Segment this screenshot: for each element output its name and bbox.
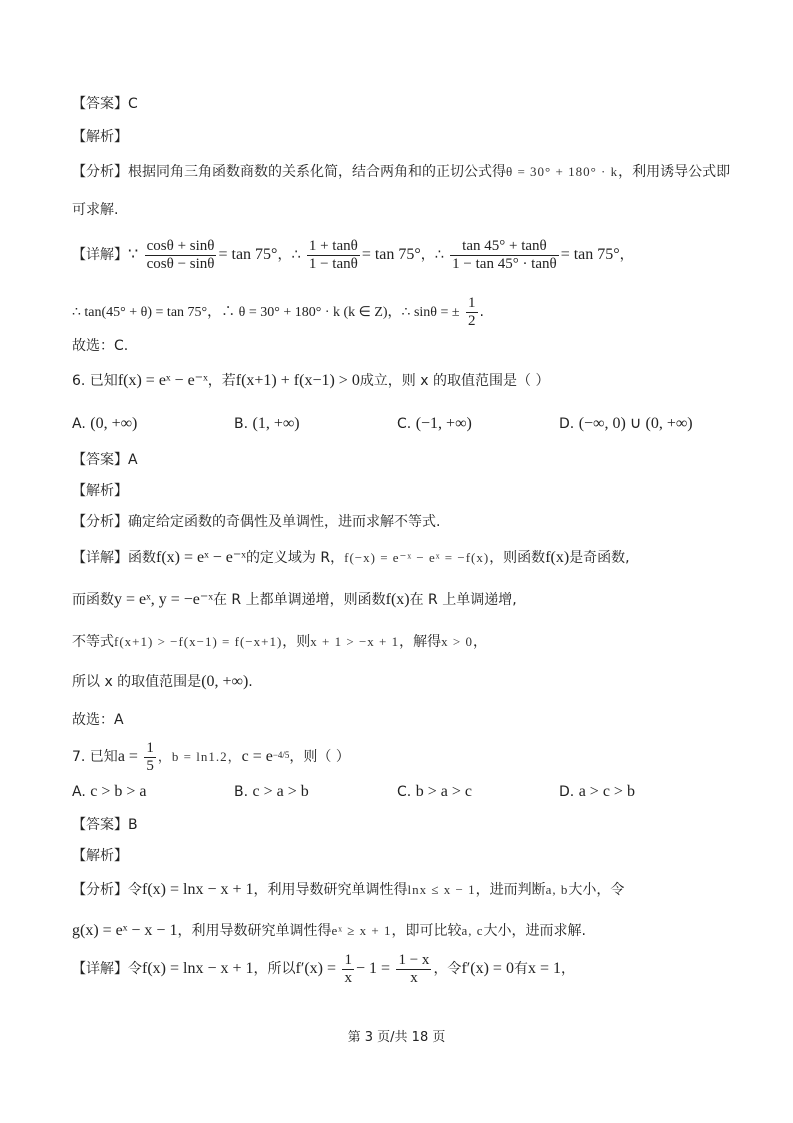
q7-option-a xyxy=(72,782,146,802)
q6-choose: 故选：A xyxy=(72,712,124,728)
fraction-numerator: 1 xyxy=(344,951,352,968)
therefore-2: ，∴ xyxy=(420,247,444,263)
q7-fenxi-f: f(x) = lnx − x + 1 xyxy=(142,881,254,898)
q6-ineq-1: 不等式 xyxy=(72,634,114,650)
option-label: D. xyxy=(559,416,575,432)
q5-analysis-head: 【解析】 xyxy=(72,129,128,145)
q7-fenxi-1: 【分析】令 xyxy=(72,882,142,898)
fraction-cos-sin xyxy=(145,238,217,273)
fraction-one-over-x xyxy=(342,952,354,987)
q7-g-3: 大小，进而求解. xyxy=(483,923,586,939)
q5-period: . xyxy=(479,304,484,320)
q6-ineq-formula3: x > 0 xyxy=(441,634,473,649)
fraction-denominator: 2 xyxy=(468,312,476,329)
fraction-numerator: 1 xyxy=(146,739,154,756)
q6-option-a xyxy=(72,414,137,434)
option-label: A. xyxy=(72,416,86,432)
q6-ineq-formula2: x + 1 > −x + 1 xyxy=(310,634,400,649)
q7-fenxi-line1 xyxy=(72,880,624,900)
q7-option-d xyxy=(559,782,635,802)
q6-fenxi: 【分析】确定给定函数的奇偶性及单调性，进而求解不等式. xyxy=(72,514,441,530)
q7-detail-fp: f′(x) = xyxy=(295,960,337,977)
q7-stem-2: ，则（ ） xyxy=(289,749,350,765)
because-symbol: ∵ xyxy=(128,246,139,263)
q5-fenxi-text-2: ，利用诱导公式即 xyxy=(618,164,731,180)
fraction-denominator: x xyxy=(344,969,352,986)
q6-detail-4: 是奇函数, xyxy=(569,550,630,566)
fraction-numerator: tan 45° + tanθ xyxy=(450,238,559,256)
q7-c-def: c = e xyxy=(241,748,273,765)
option-value: c > b > a xyxy=(90,783,147,800)
q7-fenxi-4: 大小，令 xyxy=(568,882,625,898)
q6-detail-1: 【详解】函数 xyxy=(72,550,156,566)
q7-option-c xyxy=(397,782,472,802)
option-label: A. xyxy=(72,784,86,800)
q6-mono-fx: f(x) xyxy=(385,591,410,608)
q7-g-1: ，利用导数研究单调性得 xyxy=(177,923,332,939)
q7-c-exp: −4/5 xyxy=(272,750,290,760)
q7-g-2: ，即可比较 xyxy=(391,923,462,939)
q6-detail-f: f(x) = eˣ − e⁻ˣ xyxy=(156,549,246,566)
q6-stem xyxy=(72,371,549,391)
fraction-one-fifth xyxy=(144,740,156,775)
q5-fenxi-text-1: 【分析】根据同角三角函数商数的关系化简，结合两角和的正切公式得 xyxy=(72,164,506,180)
option-value: b > a > c xyxy=(415,783,472,800)
option-label: C. xyxy=(397,416,412,432)
q7-g-ac: a, c xyxy=(461,923,484,938)
q6-mono-2: 在 R 上都单调递增，则函数 xyxy=(212,592,386,608)
q6-mono-1: 而函数 xyxy=(72,592,114,608)
q6-range-val: (0, +∞) xyxy=(201,673,249,690)
fraction-numerator: cosθ + sinθ xyxy=(146,237,215,254)
q7-minus1: − 1 = xyxy=(355,960,391,977)
option-value: (1, +∞) xyxy=(252,415,300,432)
q6-stem-3: 成立，则 x 的取值范围是（ ） xyxy=(359,373,550,389)
fraction-denominator: 1 − tan 45° · tanθ xyxy=(452,255,557,272)
q6-option-c xyxy=(397,414,472,434)
q7-detail-line1 xyxy=(72,950,575,988)
q7-detail-x1: x = 1 xyxy=(527,960,561,977)
q5-fenxi-formula: θ = 30° + 180° · k xyxy=(506,164,619,179)
q6-detail-fx: f(x) xyxy=(545,549,570,566)
fraction-tan-sum xyxy=(450,238,559,273)
q7-fenxi-3: ，进而判断 xyxy=(475,882,546,898)
q6-option-b xyxy=(234,414,300,434)
option-label: B. xyxy=(234,784,249,800)
q6-detail-2: 的定义域为 R， xyxy=(245,550,345,566)
eq-tan75: = tan 75° xyxy=(218,246,278,263)
q6-range-1: 所以 x 的取值范围是 xyxy=(72,674,202,690)
q6-stem-f: f(x) = eˣ − e⁻ˣ xyxy=(117,372,208,389)
q7-detail-f: f(x) = lnx − x + 1 xyxy=(142,960,254,977)
therefore-1: ，∴ xyxy=(277,247,301,263)
q6-option-d xyxy=(559,414,693,434)
q6-stem-2: ，若 xyxy=(207,373,236,389)
q6-detail-3: ，则函数 xyxy=(489,550,546,566)
q5-detail-line1 xyxy=(72,236,634,274)
q6-detail-line1 xyxy=(72,548,630,568)
q7-stem xyxy=(72,738,350,776)
q6-ineq-2: ，则 xyxy=(282,634,311,650)
option-value: (−∞, 0) ∪ (0, +∞) xyxy=(578,415,693,432)
q5-line3-formula: ∴ tan(45° + θ) = tan 75°，∴ θ = 30° + 180° · k (k ∈ Z)，∴ sinθ = ± xyxy=(72,305,460,320)
q7-fenxi-ineq: lnx ≤ x − 1 xyxy=(407,882,476,897)
eq-tan75: = tan 75° xyxy=(361,246,421,263)
q7-detail-3: ，令 xyxy=(433,961,462,977)
q6-range-2: . xyxy=(248,674,253,690)
fraction-one-minus-x xyxy=(396,952,431,987)
fraction-numerator: 1 − x xyxy=(398,951,430,968)
option-label: B. xyxy=(234,416,249,432)
page-footer: 第 3 页/共 18 页 xyxy=(347,1030,446,1045)
q6-mono-3: 在 R 上单调递增, xyxy=(409,592,517,608)
q5-detail-label: 【详解】 xyxy=(72,247,128,263)
option-value: (0, +∞) xyxy=(90,415,138,432)
q6-ineq-4: ， xyxy=(472,634,487,650)
q7-a-lhs: a = xyxy=(117,748,138,765)
fraction-tan xyxy=(307,238,360,273)
q7-stem-1: 7. 已知 xyxy=(72,749,118,765)
q7-answer: 【答案】B xyxy=(72,817,138,833)
eq-tan75: = tan 75° xyxy=(560,246,620,263)
fraction-half xyxy=(466,295,478,330)
q7-fenxi-2: ，利用导数研究单调性得 xyxy=(253,882,408,898)
q6-stem-ineq: f(x+1) + f(x−1) > 0 xyxy=(235,372,360,389)
q7-fenxi-ab: a, b xyxy=(545,882,569,897)
q5-answer: 【答案】C xyxy=(72,96,138,112)
q6-detail-line2 xyxy=(72,590,517,610)
fraction-numerator: 1 + tanθ xyxy=(308,237,358,254)
q7-fenxi-line2 xyxy=(72,921,586,941)
q7-g-ineq: eˣ ≥ x + 1 xyxy=(331,923,392,938)
q6-ineq-3: ，解得 xyxy=(399,634,442,650)
option-label: D. xyxy=(559,784,575,800)
q6-ineq-formula: f(x+1) > −f(x−1) = f(−x+1) xyxy=(114,634,283,649)
q6-answer: 【答案】A xyxy=(72,452,138,468)
fraction-numerator: 1 xyxy=(468,294,476,311)
q7-detail-2: ，所以 xyxy=(253,961,296,977)
q7-detail-5: ， xyxy=(560,961,575,977)
q7-detail-1: 【详解】令 xyxy=(72,961,142,977)
q7-option-b xyxy=(234,782,309,802)
q5-choose: 故选：C. xyxy=(72,338,129,354)
q7-analysis-head: 【解析】 xyxy=(72,848,128,864)
fraction-denominator: x xyxy=(410,969,418,986)
option-label: C. xyxy=(397,784,412,800)
q6-detail-odd: f(−x) = e⁻ˣ − eˣ = −f(x) xyxy=(344,550,490,565)
fraction-denominator: 5 xyxy=(146,757,154,774)
q6-detail-line4 xyxy=(72,672,253,692)
q6-detail-line3 xyxy=(72,632,487,652)
q5-fenxi-line2: 可求解. xyxy=(72,202,119,218)
q6-mono-funcs: y = eˣ, y = −e⁻ˣ xyxy=(114,591,213,608)
q6-analysis-head: 【解析】 xyxy=(72,483,128,499)
q7-detail-zero: f′(x) = 0 xyxy=(461,960,514,977)
fraction-denominator: 1 − tanθ xyxy=(308,255,358,272)
q7-g-def: g(x) = eˣ − x − 1 xyxy=(72,922,178,939)
q7-b-def: ，b = ln1.2， xyxy=(157,749,242,764)
q5-detail-line2 xyxy=(72,293,484,332)
q7-detail-4: 有 xyxy=(513,961,528,977)
option-value: (−1, +∞) xyxy=(415,415,472,432)
option-value: c > a > b xyxy=(252,783,309,800)
q6-stem-1: 6. 已知 xyxy=(72,373,118,389)
q5-fenxi-line1 xyxy=(72,162,730,182)
tail-comma: ， xyxy=(619,247,634,263)
option-value: a > c > b xyxy=(578,783,635,800)
fraction-denominator: cosθ − sinθ xyxy=(146,255,215,272)
